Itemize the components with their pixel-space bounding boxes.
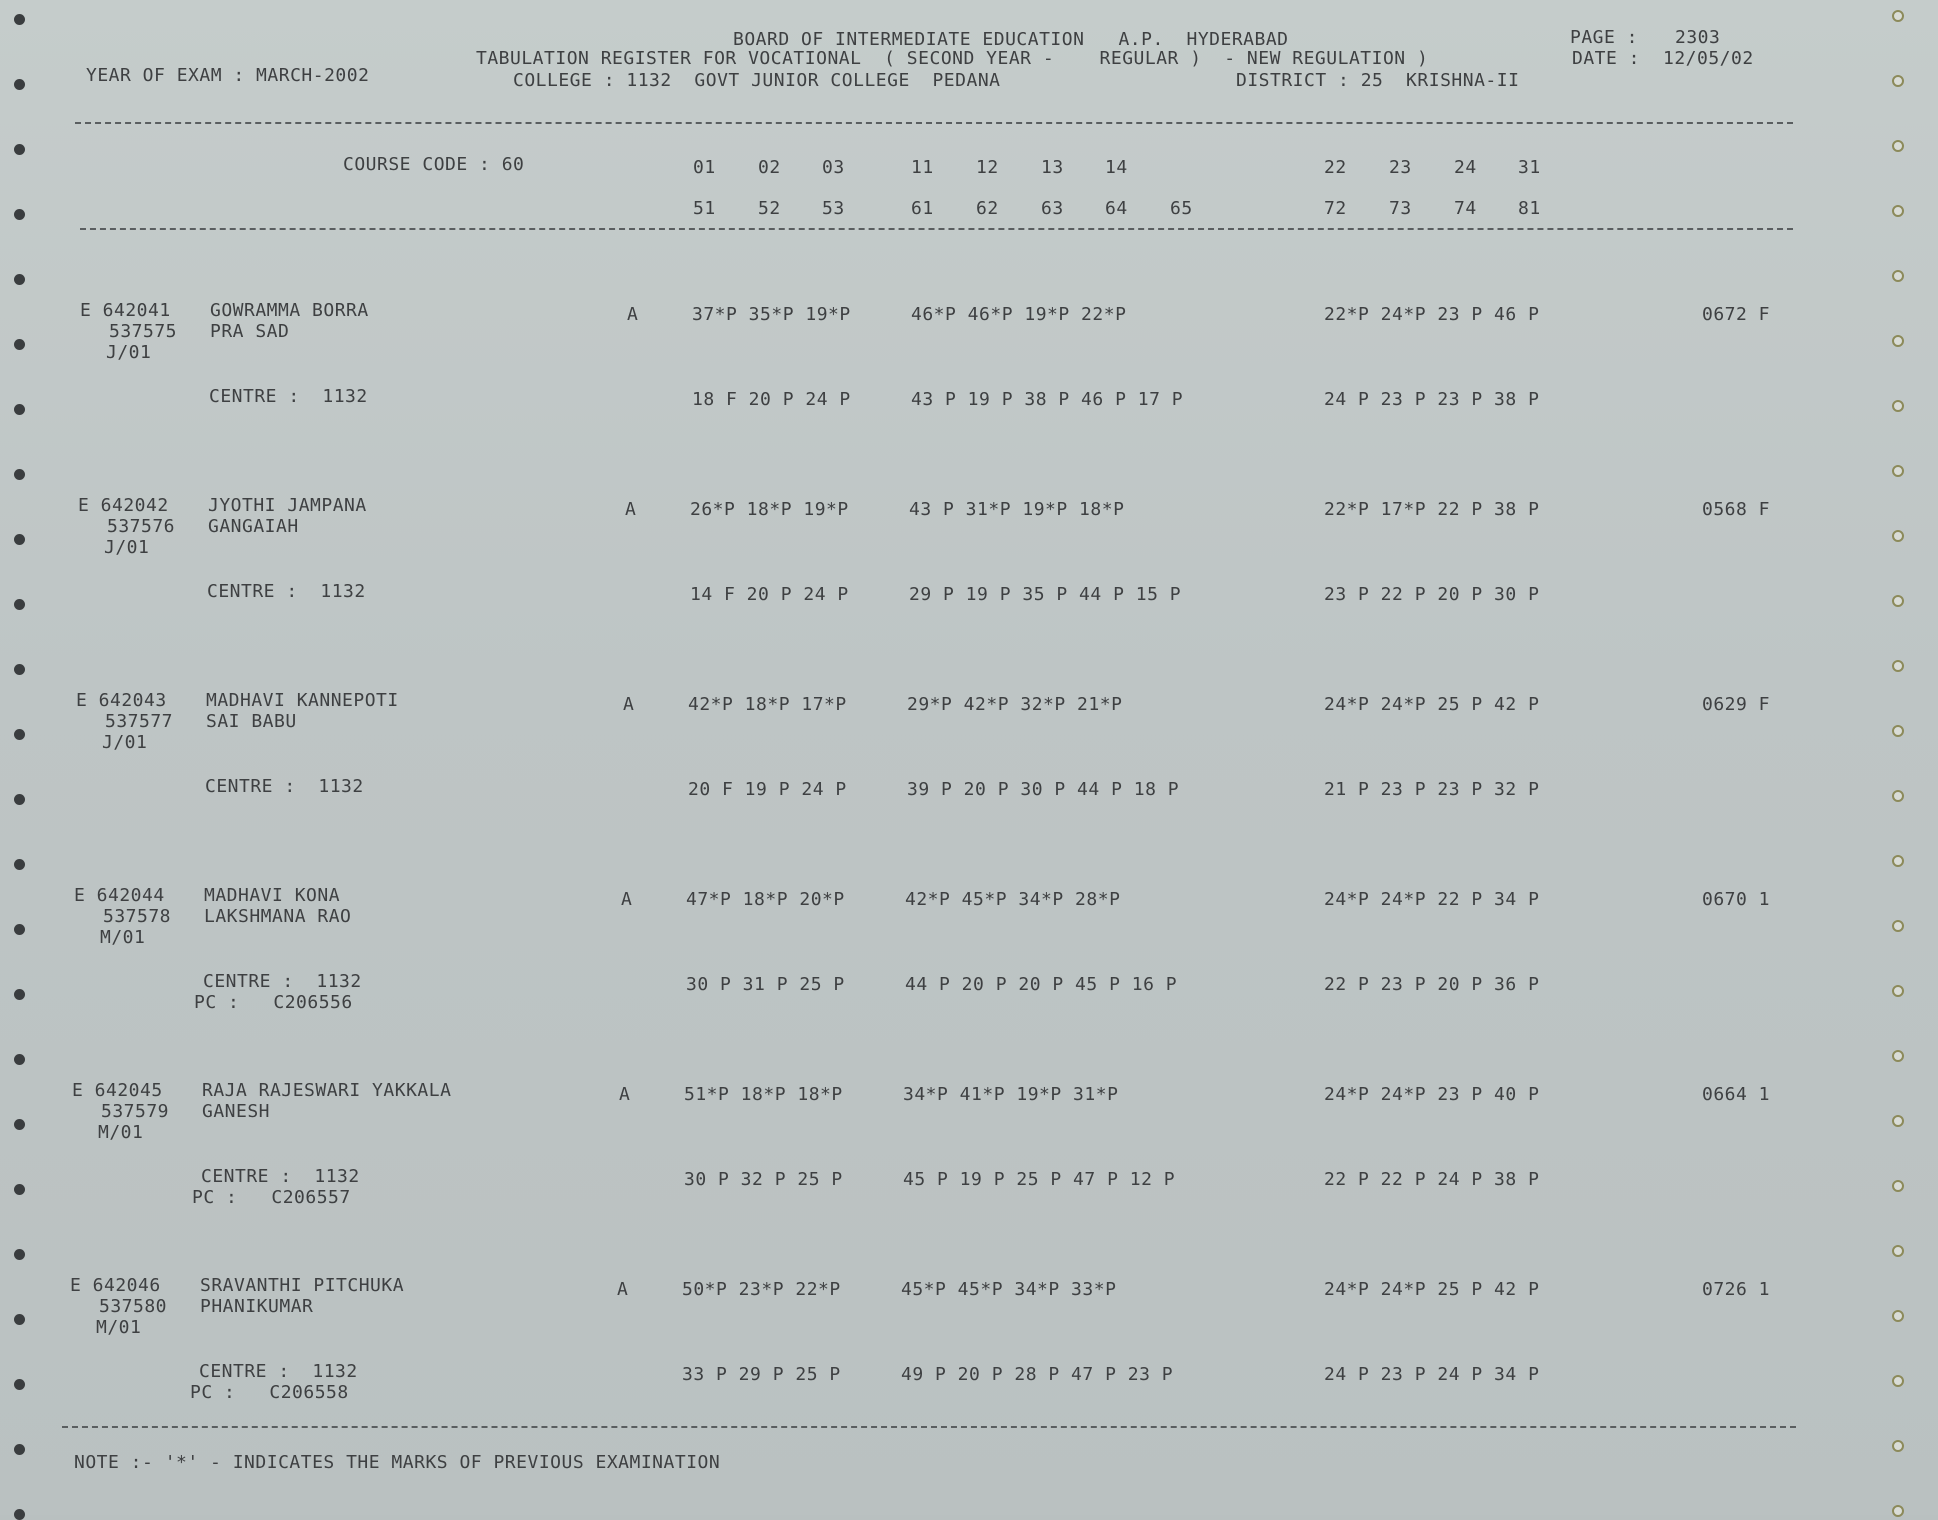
centre-code: CENTRE : 1132 [201,1166,360,1187]
student-name: MADHAVI KANNEPOTI [206,690,399,711]
grade-letter: A [627,304,639,325]
marks-row-1: 24*P 24*P 25 P 42 P [1324,1279,1540,1300]
total-result: 0568 F [1702,499,1771,520]
column-code: 52 [758,198,781,219]
marks-row-1: 22*P 24*P 23 P 46 P [1324,304,1540,325]
registration-number: 537576 [107,516,176,537]
column-code: 02 [758,157,781,178]
marks-row-1: 22*P 17*P 22 P 38 P [1324,499,1540,520]
sprocket-hole [14,924,25,935]
centre-code: CENTRE : 1132 [199,1361,358,1382]
student-id: E 642041 [80,300,171,321]
left-sprocket-holes [10,0,30,1515]
grade-letter: A [619,1084,631,1105]
column-code: 64 [1105,198,1128,219]
marks-row-2: 30 P 31 P 25 P [686,974,845,995]
sprocket-hole [14,989,25,1000]
column-code: 13 [1041,157,1064,178]
column-code: 22 [1324,157,1347,178]
sprocket-hole [1892,1440,1904,1452]
sprocket-hole [14,1314,25,1325]
parent-name: GANGAIAH [208,516,299,537]
student-name: MADHAVI KONA [204,885,341,906]
sprocket-hole [14,274,25,285]
column-code: 74 [1454,198,1477,219]
board-title: BOARD OF INTERMEDIATE EDUCATION A.P. HYDERABAD [733,29,1289,50]
registration-number: 537580 [99,1296,168,1317]
student-id: E 642046 [70,1275,161,1296]
date-label: DATE : [1572,48,1641,69]
total-result: 0664 1 [1702,1084,1771,1105]
sprocket-hole [14,534,25,545]
sprocket-hole [1892,725,1904,737]
marks-row-2: 22 P 22 P 24 P 38 P [1324,1169,1540,1190]
sprocket-hole [14,404,25,415]
parent-name: SAI BABU [206,711,297,732]
sprocket-hole [14,859,25,870]
marks-row-2: 39 P 20 P 30 P 44 P 18 P [907,779,1180,800]
marks-row-2: 49 P 20 P 28 P 47 P 23 P [901,1364,1174,1385]
grade-letter: A [625,499,637,520]
student-id: E 642044 [74,885,165,906]
marks-row-1: 50*P 23*P 22*P [682,1279,841,1300]
college-info: COLLEGE : 1132 GOVT JUNIOR COLLEGE PEDANA [513,70,1001,91]
sprocket-hole [14,729,25,740]
marks-row-1: 42*P 45*P 34*P 28*P [905,889,1121,910]
marks-row-1: 24*P 24*P 23 P 40 P [1324,1084,1540,1105]
column-code: 24 [1454,157,1477,178]
registration-number: 537578 [103,906,172,927]
marks-row-1: 29*P 42*P 32*P 21*P [907,694,1123,715]
column-code: 31 [1518,157,1541,178]
sprocket-hole [1892,855,1904,867]
marks-row-2: 33 P 29 P 25 P [682,1364,841,1385]
sprocket-hole [1892,1310,1904,1322]
sprocket-hole [14,1444,25,1455]
centre-code: CENTRE : 1132 [203,971,362,992]
sprocket-hole [1892,530,1904,542]
student-id: E 642043 [76,690,167,711]
marks-row-2: 18 F 20 P 24 P [692,389,851,410]
right-sprocket-holes [1888,0,1908,1515]
page-label: PAGE : [1570,27,1639,48]
column-code: 14 [1105,157,1128,178]
sprocket-hole [1892,335,1904,347]
marks-row-2: 20 F 19 P 24 P [688,779,847,800]
sprocket-hole [14,599,25,610]
marks-row-1: 37*P 35*P 19*P [692,304,851,325]
sprocket-hole [14,14,25,25]
pc-number: PC : C206556 [194,992,353,1013]
marks-row-1: 47*P 18*P 20*P [686,889,845,910]
footer-divider [62,1426,1796,1428]
group-code: J/01 [102,732,148,753]
column-code: 53 [822,198,845,219]
marks-row-2: 21 P 23 P 23 P 32 P [1324,779,1540,800]
page-number: 2303 [1675,27,1721,48]
sprocket-hole [1892,205,1904,217]
marks-row-1: 24*P 24*P 22 P 34 P [1324,889,1540,910]
sprocket-hole [1892,985,1904,997]
sprocket-hole [14,664,25,675]
sprocket-hole [14,469,25,480]
column-code: 61 [911,198,934,219]
marks-row-1: 42*P 18*P 17*P [688,694,847,715]
column-code: 12 [976,157,999,178]
group-code: M/01 [96,1317,142,1338]
sprocket-hole [1892,1375,1904,1387]
sprocket-hole [1892,10,1904,22]
sprocket-hole [1892,660,1904,672]
sprocket-hole [14,1054,25,1065]
print-date: 12/05/02 [1663,48,1754,69]
parent-name: PRA SAD [210,321,290,342]
column-code: 73 [1389,198,1412,219]
grade-letter: A [621,889,633,910]
marks-row-1: 46*P 46*P 19*P 22*P [911,304,1127,325]
footnote: NOTE :- '*' - INDICATES THE MARKS OF PREVIOUS EXAMINATION [74,1452,721,1473]
sprocket-hole [1892,270,1904,282]
sprocket-hole [1892,595,1904,607]
centre-code: CENTRE : 1132 [209,386,368,407]
column-code: 23 [1389,157,1412,178]
marks-row-2: 23 P 22 P 20 P 30 P [1324,584,1540,605]
marks-row-1: 24*P 24*P 25 P 42 P [1324,694,1540,715]
sprocket-hole [14,1119,25,1130]
column-code: 03 [822,157,845,178]
sprocket-hole [14,794,25,805]
column-code: 51 [693,198,716,219]
parent-name: GANESH [202,1101,271,1122]
pc-number: PC : C206557 [192,1187,351,1208]
registration-number: 537577 [105,711,174,732]
year-of-exam: YEAR OF EXAM : MARCH-2002 [86,65,370,86]
marks-row-1: 45*P 45*P 34*P 33*P [901,1279,1117,1300]
marks-row-2: 24 P 23 P 24 P 34 P [1324,1364,1540,1385]
student-name: GOWRAMMA BORRA [210,300,369,321]
marks-row-1: 43 P 31*P 19*P 18*P [909,499,1125,520]
student-name: JYOTHI JAMPANA [208,495,367,516]
registration-number: 537575 [109,321,178,342]
sprocket-hole [14,1184,25,1195]
student-id: E 642045 [72,1080,163,1101]
sprocket-hole [1892,920,1904,932]
marks-row-2: 45 P 19 P 25 P 47 P 12 P [903,1169,1176,1190]
sprocket-hole [1892,465,1904,477]
student-id: E 642042 [78,495,169,516]
grade-letter: A [623,694,635,715]
sprocket-hole [1892,1505,1904,1517]
student-name: RAJA RAJESWARI YAKKALA [202,1080,452,1101]
sprocket-hole [1892,1115,1904,1127]
sprocket-hole [14,209,25,220]
marks-row-2: 44 P 20 P 20 P 45 P 16 P [905,974,1178,995]
sprocket-hole [14,1249,25,1260]
total-result: 0672 F [1702,304,1771,325]
total-result: 0629 F [1702,694,1771,715]
registration-number: 537579 [101,1101,170,1122]
column-code: 72 [1324,198,1347,219]
column-code: 81 [1518,198,1541,219]
header-divider-bottom [80,228,1793,230]
student-name: SRAVANTHI PITCHUKA [200,1275,405,1296]
header-divider-top [75,122,1793,124]
sprocket-hole [14,144,25,155]
group-code: M/01 [100,927,146,948]
marks-row-2: 14 F 20 P 24 P [690,584,849,605]
district-info: DISTRICT : 25 KRISHNA-II [1236,70,1520,91]
group-code: J/01 [104,537,150,558]
parent-name: LAKSHMANA RAO [204,906,352,927]
pc-number: PC : C206558 [190,1382,349,1403]
column-code: 65 [1170,198,1193,219]
marks-row-2: 30 P 32 P 25 P [684,1169,843,1190]
course-code: COURSE CODE : 60 [343,154,525,175]
group-code: J/01 [106,342,152,363]
register-title: TABULATION REGISTER FOR VOCATIONAL ( SECOND YEAR - REGULAR ) - NEW REGULATION ) [476,48,1429,69]
marks-row-1: 34*P 41*P 19*P 31*P [903,1084,1119,1105]
sprocket-hole [1892,1180,1904,1192]
marks-row-2: 24 P 23 P 23 P 38 P [1324,389,1540,410]
sprocket-hole [1892,1050,1904,1062]
column-code: 62 [976,198,999,219]
sprocket-hole [1892,790,1904,802]
marks-row-1: 26*P 18*P 19*P [690,499,849,520]
sprocket-hole [1892,400,1904,412]
parent-name: PHANIKUMAR [200,1296,314,1317]
group-code: M/01 [98,1122,144,1143]
total-result: 0726 1 [1702,1279,1771,1300]
sprocket-hole [14,1379,25,1390]
sprocket-hole [1892,1245,1904,1257]
sprocket-hole [14,339,25,350]
sprocket-hole [1892,140,1904,152]
marks-row-2: 29 P 19 P 35 P 44 P 15 P [909,584,1182,605]
column-code: 01 [693,157,716,178]
sprocket-hole [1892,75,1904,87]
marks-row-2: 43 P 19 P 38 P 46 P 17 P [911,389,1184,410]
total-result: 0670 1 [1702,889,1771,910]
column-code: 11 [911,157,934,178]
marks-row-1: 51*P 18*P 18*P [684,1084,843,1105]
column-code: 63 [1041,198,1064,219]
marks-row-2: 22 P 23 P 20 P 36 P [1324,974,1540,995]
centre-code: CENTRE : 1132 [207,581,366,602]
centre-code: CENTRE : 1132 [205,776,364,797]
grade-letter: A [617,1279,629,1300]
sprocket-hole [14,79,25,90]
